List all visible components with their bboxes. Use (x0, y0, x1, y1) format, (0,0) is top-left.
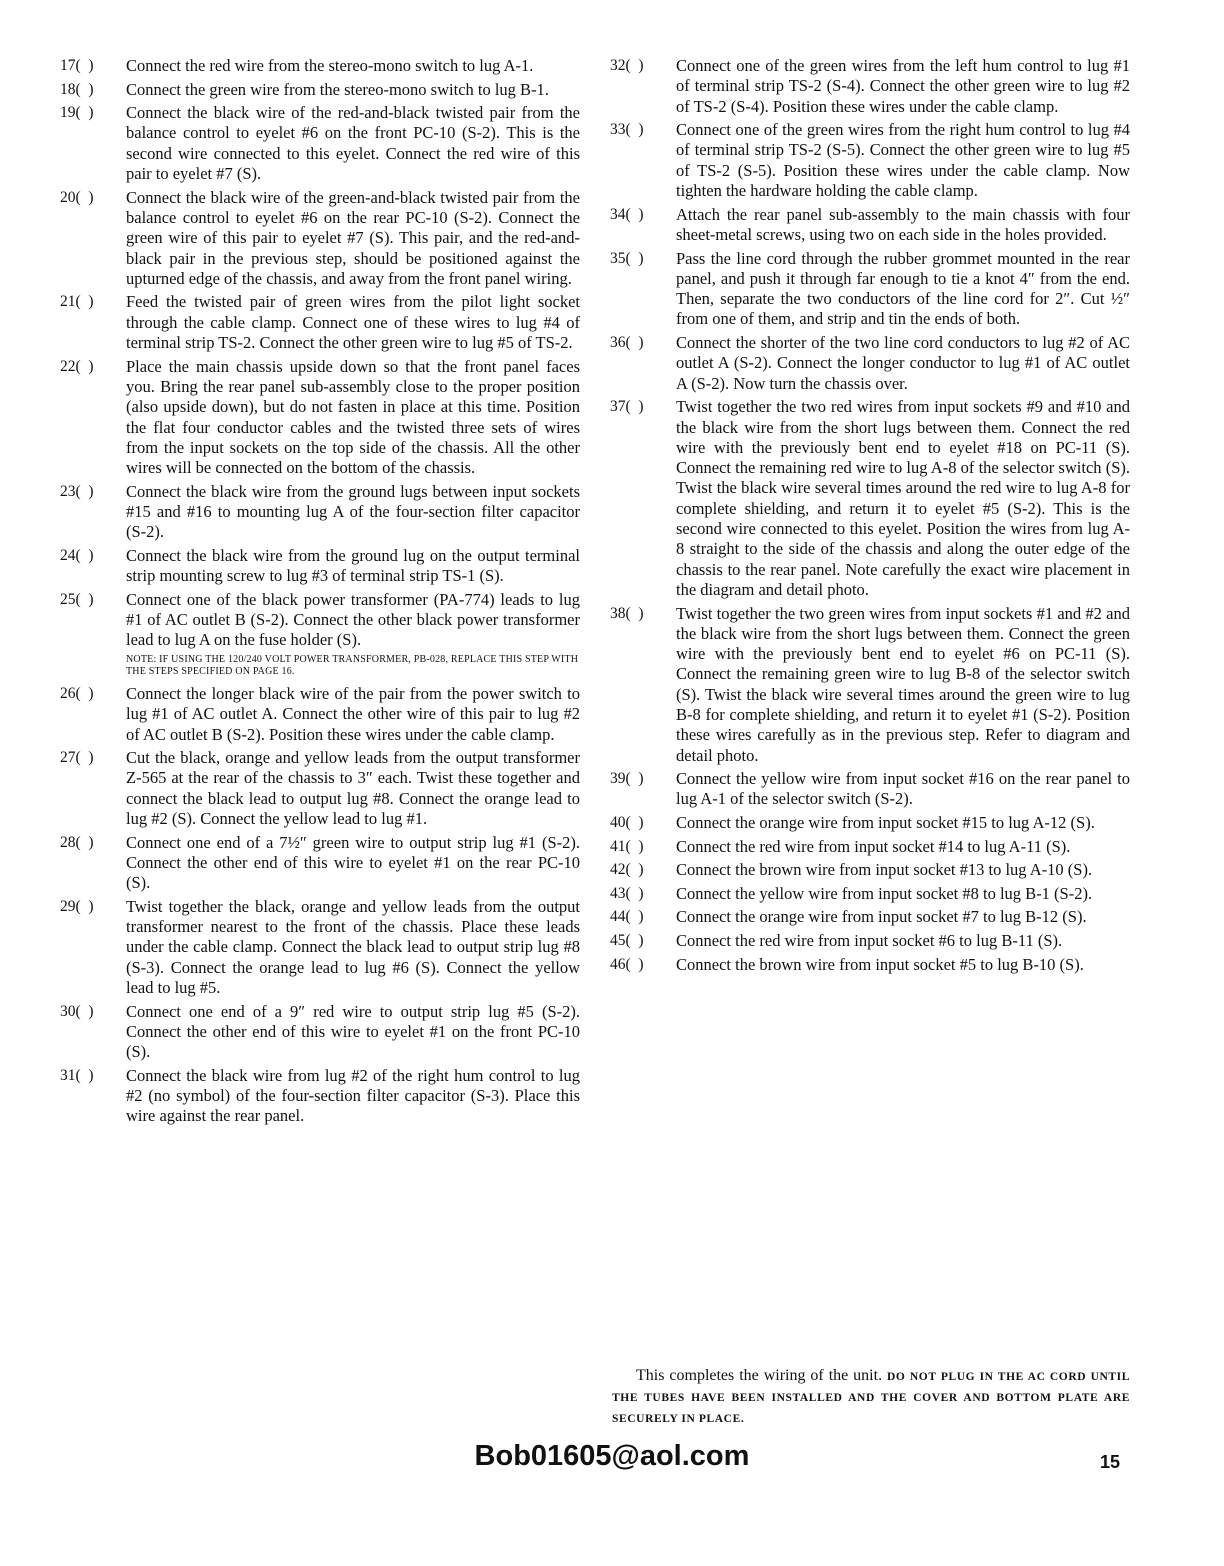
step-29: 29( ) Twist together the black, orange and yellow leads from the output transformer nearest to the front of the chassis. Place these leads under the cable clamp. Connect the black lead to output strip lug #8 (S-3). Connect the orange lead to lug #6 (S). Connect the yellow lead to lug #5. (60, 896, 580, 998)
step-25: 25( ) Connect one of the black power transformer (PA-774) leads to lug #1 of AC outlet B (S-2). Connect the other black power transformer lead to lug A on the fuse holder (S). (60, 589, 580, 650)
step-33: 33( ) Connect one of the green wires from the right hum control to lug #4 of terminal strip TS-2 (S-5). Connect the other green wire to lug #5 of TS-2 (S-5). Position these wires under the cable clamp. Now tighten the hardware holding the cable clamp. (610, 120, 1130, 201)
closing-paragraph (612, 1366, 1130, 1429)
step-20: 20( ) Connect the black wire of the green-and-black twisted pair from the balance control to eyelet #6 on the rear PC-10 (S-2). Connect the green wire of this pair to eyelet #7 (S). This pair, and the red-and-black pair in the previous step, should be positioned against the upturned edge of the chassis, and away from the front panel wiring. (60, 187, 580, 288)
email-watermark: Bob01605@aol.com (474, 1440, 750, 1472)
page-number: 15 (1100, 1452, 1121, 1472)
step-18: 18( ) Connect the green wire from the stereo-mono switch to lug B-1. (60, 79, 549, 99)
closing-warning: DO NOT PLUG IN THE AC CORD UNTIL THE TUBES HAVE BEEN INSTALLED AND THE COVER AND BOTTOM PLATE ARE SECURELY IN PLACE. (612, 1371, 1131, 1425)
step-31: 31( ) Connect the black wire from lug #2 of the right hum control to lug #2 (no symbol) of the four-section filter capacitor (S-3). Place this wire against the rear panel. (60, 1065, 580, 1126)
step-27: 27( ) Cut the black, orange and yellow leads from the output transformer Z-565 at the rear of the chassis to 3″ each. Twist these together and connect the black lead to output lug #8. Connect the orange lead to lug #2 (S). Connect the yellow lead to lug #1. (60, 748, 580, 829)
step-26: 26( ) Connect the longer black wire of the pair from the power switch to lug #1 of AC outlet A. Connect the other wire of this pair to lug #2 of AC outlet B (S-2). Position these wires under the cable clamp. (60, 683, 580, 744)
step-23: 23( ) Connect the black wire from the ground lugs between input sockets #15 and #16 to mounting lug A of the four-section filter capacitor (S-2). (60, 481, 580, 542)
step-17: 17( ) Connect the red wire from the stereo-mono switch to lug A-1. (60, 56, 534, 75)
step-43: 43( ) Connect the yellow wire from input socket #8 to lug B-1 (S-2). (610, 883, 1093, 903)
step-28: 28( ) Connect one end of a 7½″ green wire to output strip lug #1 (S-2). Connect the other end of this wire to eyelet #1 on the rear PC-10 (S). (60, 832, 580, 893)
step-32: 32( ) Connect one of the green wires from the left hum control to lug #1 of terminal strip TS-2 (S-4). Connect the other green wire to lug #2 of TS-2 (S-4). Position these wires under the cable clamp. (610, 56, 1130, 116)
step-46: 46( ) Connect the brown wire from input socket #5 to lug B-10 (S). (610, 954, 1084, 974)
step-35: 35( ) Pass the line cord through the rubber grommet mounted in the rear panel, and push it through far enough to tie a knot 4″ from the end. Then, separate the two conductors of the line cord for 2″. Cut ½″ from one of them, and strip and tin the ends of both. (610, 248, 1130, 329)
right-column (610, 56, 1130, 978)
closing-text: This completes the wiring of the unit. (636, 1367, 883, 1384)
step-45: 45( ) Connect the red wire from input socket #6 to lug B-11 (S). (610, 931, 1063, 951)
step-37: 37( ) Twist together the two red wires from input sockets #9 and #10 and the black wire from the short lugs between them. Connect the red wire with the previously bent end to eyelet #18 on PC-11 (S). Connect the remaining red wire to lug A-8 of the selector switch (S). Twist the black wire several times around the red wire to lug A-8 for complete shielding, and return it to eyelet #5 (S-2). This is the second wire connected to this eyelet. Position the wires from lug A-8 straight to the side of the chassis and along the outer edge of the chassis to the rear panel. Note carefully the exact wire placement in the diagram and detail photo. (610, 397, 1130, 599)
step-34: 34( ) Attach the rear panel sub-assembly to the main chassis with four sheet-metal screws, using two on each side in the holes provided. (610, 204, 1130, 244)
step-41: 41( ) Connect the red wire from input socket #14 to lug A-11 (S). (610, 836, 1071, 856)
step-40: 40( ) Connect the orange wire from input socket #15 to lug A-12 (S). (610, 813, 1095, 833)
step-21: 21( ) Feed the twisted pair of green wires from the pilot light socket through the cable clamp. Connect one of these wires to lug #4 of terminal strip TS-2. Connect the other green wire to lug #5 of TS-2. (60, 292, 580, 353)
step-44: 44( ) Connect the orange wire from input socket #7 to lug B-12 (S). (610, 907, 1087, 927)
left-column (60, 56, 580, 1130)
step-42: 42( ) Connect the brown wire from input socket #13 to lug A-10 (S). (610, 860, 1093, 880)
step-30: 30( ) Connect one end of a 9″ red wire to output strip lug #5 (S-2). Connect the other end of this wire to eyelet #1 on the front PC-10 (S). (60, 1001, 580, 1062)
step-36: 36( ) Connect the shorter of the two line cord conductors to lug #2 of AC outlet A (S-2). Connect the longer conductor to lug #1 of AC outlet A (S-2). Now turn the chassis over. (610, 333, 1130, 393)
step-25-note: NOTE: IF USING THE 120/240 VOLT POWER TRANSFORMER, PB-028, REPLACE THIS STEP WITH THE STEPS SPECIFIED ON PAGE 16. (126, 653, 579, 677)
step-24: 24( ) Connect the black wire from the ground lug on the output terminal strip mounting screw to lug #3 of terminal strip TS-1 (S). (60, 545, 580, 586)
step-39: 39( ) Connect the yellow wire from input socket #16 on the rear panel to lug A-1 of the selector switch (S-2). (610, 769, 1130, 809)
step-19: 19( ) Connect the black wire of the red-and-black twisted pair from the balance control to eyelet #6 on the front PC-10 (S-2). This is the second wire connected to this eyelet. Connect the red wire of this pair to eyelet #7 (S). (60, 103, 580, 184)
step-38: 38( ) Twist together the two green wires from input sockets #1 and #2 and the black wire from the short lugs between them. Connect the green wire with the previously bent end to eyelet #6 on PC-11 (S). Connect the remaining green wire to lug B-8 of the selector switch (S). Twist the black wire several times around the green wire to lug B-8 for complete shielding, and return it to eyelet #1 (S-2). Position these wires carefully as in the previous step. Refer to diagram and detail photo. (610, 603, 1130, 765)
step-22: 22( ) Place the main chassis upside down so that the front panel faces you. Bring the rear panel sub-assembly close to the proper position (also upside down), but do not fasten in place at this time. Position the flat four conductor cables and the twisted three sets of wires from the input sockets on the top side of the chassis. All the other wires will be connected on the bottom of the chassis. (60, 356, 580, 478)
